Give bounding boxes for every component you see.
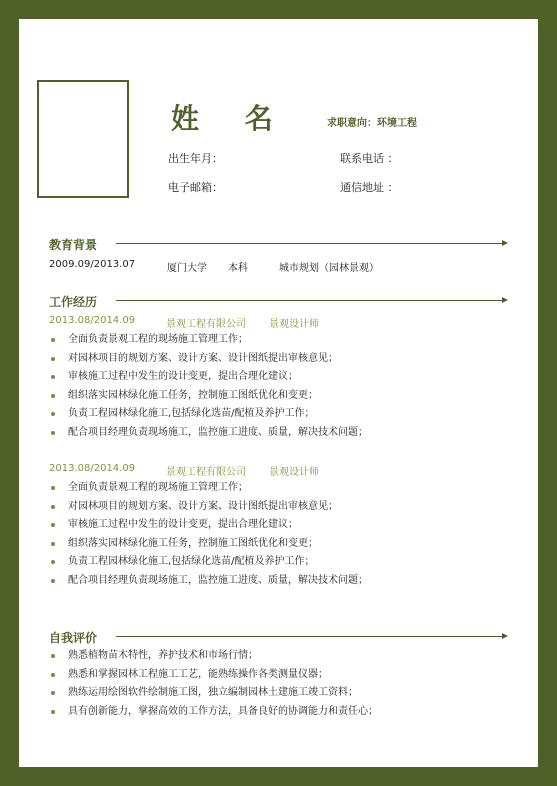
list-item: 负责工程园林绿化施工,包括绿化选苗/配植及养护工作； <box>49 407 368 426</box>
list-item: 审核施工过程中发生的设计变更，提出合理化建议； <box>49 370 368 389</box>
list-item: 审核施工过程中发生的设计变更，提出合理化建议； <box>49 518 368 537</box>
photo-placeholder <box>37 80 129 198</box>
list-item: 全面负责景观工程的现场施工管理工作； <box>49 481 368 500</box>
job-intent: 求职意向：环境工程 <box>327 118 417 129</box>
list-item: 组织落实园林绿化施工任务，控制施工图纸优化和变更； <box>49 537 368 556</box>
phone-label: 联系电话 ： <box>340 152 399 165</box>
education-title: 教育背景 <box>49 238 98 252</box>
list-item: 对园林项目的规划方案、设计方案、设计图纸提出审核意见； <box>49 500 368 519</box>
work-divider <box>116 300 504 301</box>
birth-label: 出生年月： <box>168 152 223 165</box>
job-period: 2013.08/2014.09 <box>49 315 136 326</box>
resume-page <box>19 19 538 767</box>
education-divider <box>116 243 504 244</box>
list-item: 配合项目经理负责现场施工，监控施工进度、质量，解决技术问题； <box>49 426 368 445</box>
job-company: 景观工程有限公司 <box>166 319 246 330</box>
work-title: 工作经历 <box>49 295 98 309</box>
education-period: 2009.09/2013.07 <box>49 259 136 270</box>
education-degree: 本科 <box>228 263 248 274</box>
list-item: 对园林项目的规划方案、设计方案、设计图纸提出审核意见； <box>49 352 368 371</box>
job-position: 景观设计师 <box>269 319 319 330</box>
name-heading: 姓 名 <box>171 102 291 135</box>
job-duties-list <box>49 333 368 444</box>
job-position: 景观设计师 <box>269 467 319 478</box>
self-eval-divider <box>116 636 504 637</box>
list-item: 配合项目经理负责现场施工，监控施工进度、质量，解决技术问题； <box>49 574 368 593</box>
education-school: 厦门大学 <box>167 263 207 274</box>
job-duties-list <box>49 481 368 592</box>
list-item: 熟练运用绘图软件绘制施工图，独立编制园林土建施工竣工资料； <box>49 686 378 705</box>
job-company: 景观工程有限公司 <box>166 467 246 478</box>
email-label: 电子邮箱： <box>168 181 223 194</box>
list-item: 熟悉和掌握园林工程施工工艺，能熟练操作各类测量仪器； <box>49 668 378 687</box>
list-item: 具有创新能力，掌握高效的工作方法，具备良好的协调能力和责任心； <box>49 705 378 724</box>
list-item: 组织落实园林绿化施工任务，控制施工图纸优化和变更； <box>49 389 368 408</box>
list-item: 全面负责景观工程的现场施工管理工作； <box>49 333 368 352</box>
self-eval-list <box>49 649 378 723</box>
self-eval-title: 自我评价 <box>49 631 98 645</box>
list-item: 负责工程园林绿化施工,包括绿化选苗/配植及养护工作； <box>49 555 368 574</box>
job-period: 2013.08/2014.09 <box>49 463 136 474</box>
list-item: 熟悉植物苗木特性，养护技术和市场行情； <box>49 649 378 668</box>
address-label: 通信地址 ： <box>340 181 399 194</box>
education-major: 城市规划（园林景观） <box>279 263 379 274</box>
